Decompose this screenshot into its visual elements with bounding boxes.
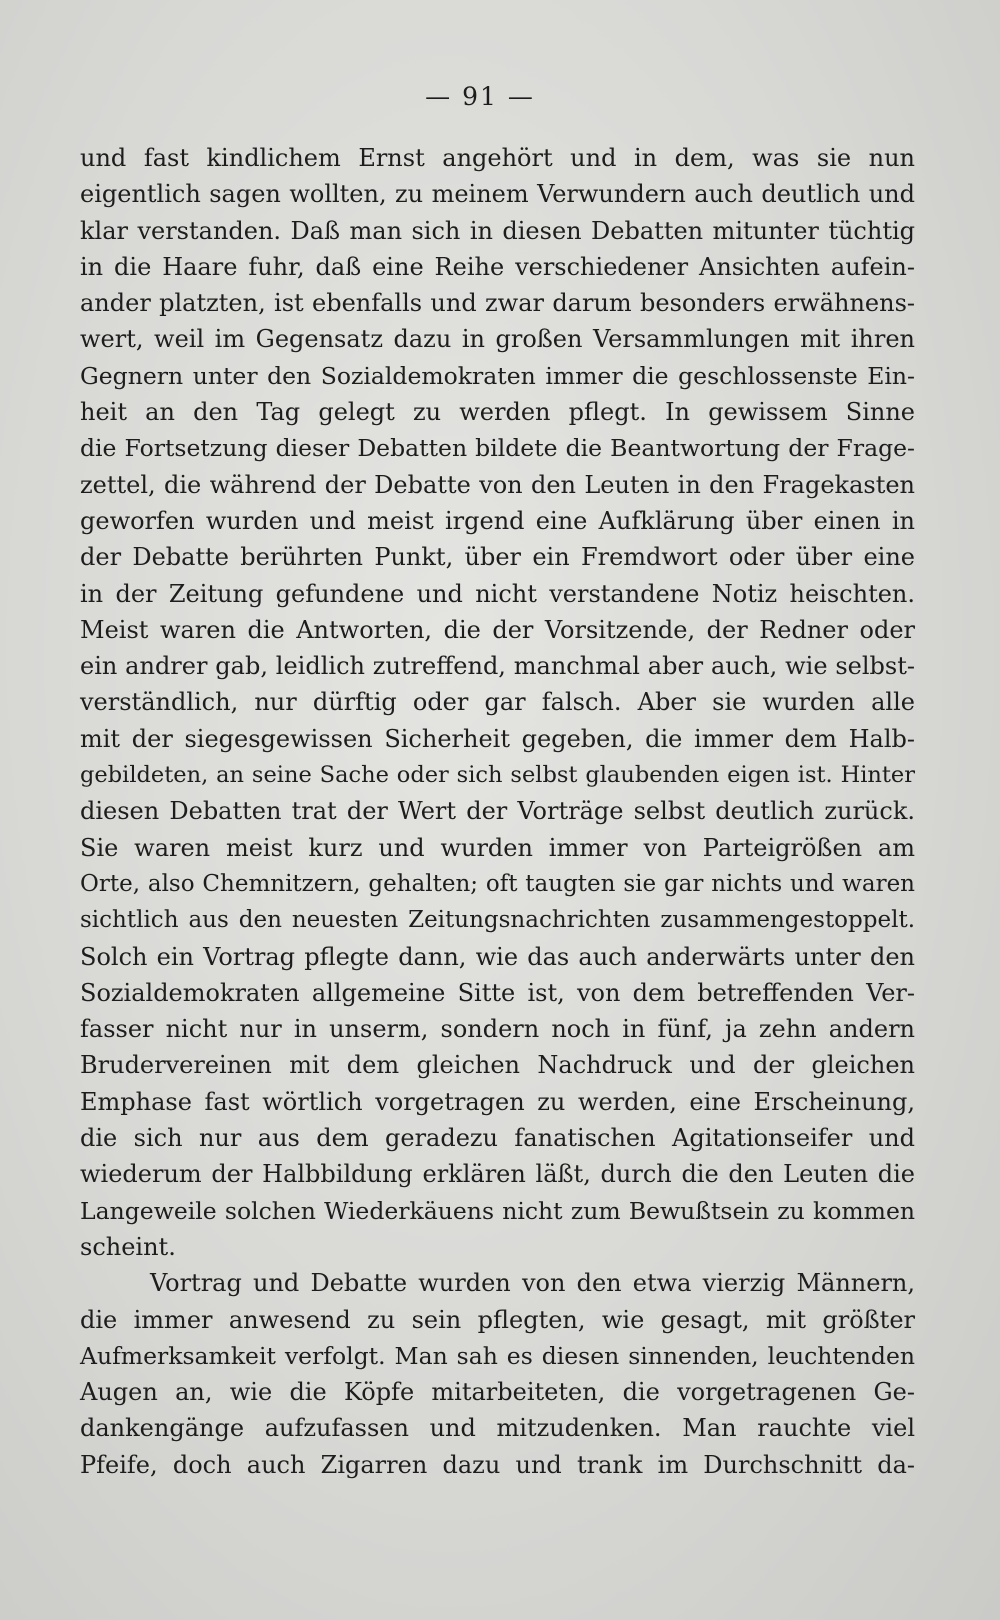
text-line: Sozialdemokraten allgemeine Sitte ist, von dem betreffenden Ver- xyxy=(80,978,915,1007)
text-line: Gegnern unter den Sozialdemokraten immer die geschlossenste Ein- xyxy=(80,361,915,390)
text-line: klar verstanden. Daß man sich in diesen Debatten mitunter tüchtig xyxy=(80,216,915,245)
text-line: ander platzten, ist ebenfalls und zwar darum besonders erwähnens- xyxy=(80,289,915,318)
text-line: in die Haare fuhr, daß eine Reihe verschiedener Ansichten aufein- xyxy=(80,252,915,281)
text-line: Langeweile solchen Wiederkäuens nicht zum Bewußtsein zu kommen xyxy=(80,1196,915,1225)
text-line: die sich nur aus dem geradezu fanatischen Agitationseifer und xyxy=(80,1124,915,1153)
text-line: ein andrer gab, leidlich zutreffend, manchmal aber auch, wie selbst- xyxy=(80,652,915,681)
text-line: Solch ein Vortrag pflegte dann, wie das auch anderwärts unter den xyxy=(80,942,915,971)
text-line: der Debatte berührten Punkt, über ein Fremdwort oder über eine xyxy=(80,543,915,572)
text-line: scheint. xyxy=(80,1232,176,1261)
text-line: und fast kindlichem Ernst angehört und in dem, was sie nun xyxy=(80,144,915,172)
paragraph-1 xyxy=(80,140,915,1265)
text-line: wert, weil im Gegensatz dazu in großen Versammlungen mit ihren xyxy=(80,325,915,354)
text-line: wiederum der Halbbildung erklären läßt, durch die den Leuten die xyxy=(80,1160,915,1189)
body-text xyxy=(80,140,915,1483)
text-line: die Fortsetzung dieser Debatten bildete die Beantwortung der Frage- xyxy=(80,434,915,463)
text-line: mit der siegesgewissen Sicherheit gegeben, die immer dem Halb- xyxy=(80,724,915,753)
text-line: heit an den Tag gelegt zu werden pflegt. In gewissem Sinne xyxy=(80,398,915,427)
text-line: Emphase fast wörtlich vorgetragen zu werden, eine Erscheinung, xyxy=(80,1087,915,1116)
text-line: Pfeife, doch auch Zigarren dazu und trank im Durchschnitt da- xyxy=(80,1450,915,1479)
text-line: geworfen wurden und meist irgend eine Aufklärung über einen in xyxy=(80,506,915,535)
text-line: Vortrag und Debatte wurden von den etwa vierzig Männern, xyxy=(150,1269,915,1298)
text-line: dankengänge aufzufassen und mitzudenken. Man rauchte viel xyxy=(80,1414,915,1443)
text-line: Brudervereinen mit dem gleichen Nachdruck und der gleichen xyxy=(80,1051,915,1080)
text-line: fasser nicht nur in unserm, sondern noch in fünf, ja zehn andern xyxy=(80,1015,915,1044)
page-number: — 91 — xyxy=(425,82,535,111)
text-line: verständlich, nur dürftig oder gar falsch. Aber sie wurden alle xyxy=(80,688,915,717)
paragraph-2 xyxy=(80,1265,915,1483)
text-line: eigentlich sagen wollten, zu meinem Verwundern auch deutlich und xyxy=(80,180,915,209)
text-line: in der Zeitung gefundene und nicht verstandene Notiz heischten. xyxy=(80,579,915,608)
text-line: zettel, die während der Debatte von den Leuten in den Fragekasten xyxy=(80,470,915,499)
text-line: Orte, also Chemnitzern, gehalten; oft taugten sie gar nichts und waren xyxy=(80,870,915,897)
text-line: Aufmerksamkeit verfolgt. Man sah es diesen sinnenden, leuchtenden xyxy=(80,1341,915,1370)
text-line: Meist waren die Antworten, die der Vorsitzende, der Redner oder xyxy=(80,615,915,644)
text-line: Sie waren meist kurz und wurden immer von Parteigrößen am xyxy=(80,833,915,862)
text-line: Augen an, wie die Köpfe mitarbeiteten, die vorgetragenen Ge- xyxy=(80,1378,915,1407)
text-line: sichtlich aus den neuesten Zeitungsnachrichten zusammengestoppelt. xyxy=(80,907,915,934)
text-line: die immer anwesend zu sein pflegten, wie gesagt, mit größter xyxy=(80,1305,915,1334)
text-line: diesen Debatten trat der Wert der Vorträge selbst deutlich zurück. xyxy=(80,797,915,826)
text-line: gebildeten, an seine Sache oder sich selbst glaubenden eigen ist. Hinter xyxy=(80,762,915,789)
